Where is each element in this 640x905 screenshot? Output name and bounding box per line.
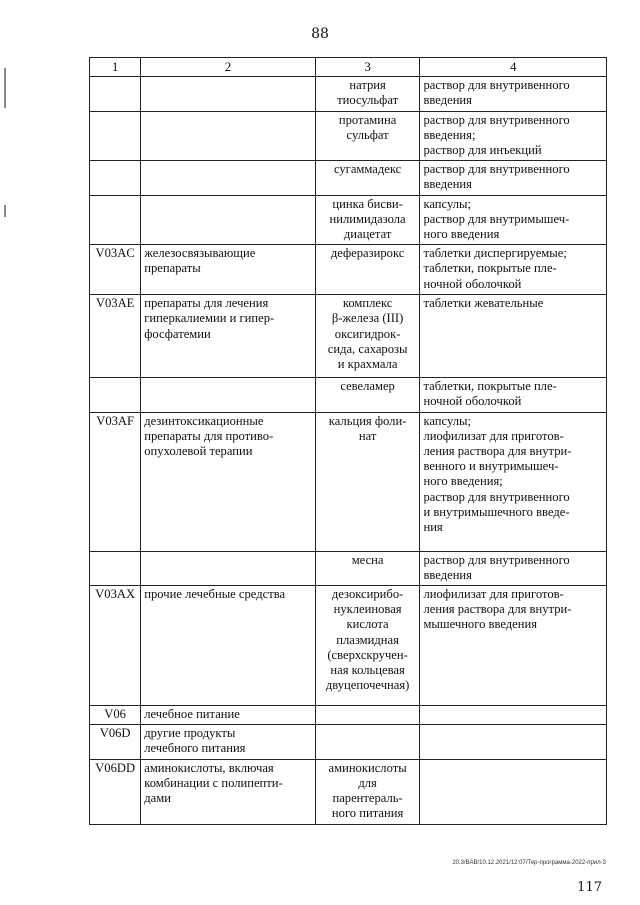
dosage-form-cell xyxy=(420,245,607,295)
drug-name-line: севеламер xyxy=(340,379,395,394)
dosage-form-line: ного введения; xyxy=(423,474,503,489)
footer-document-code: 20.3/ВАВ/10.12.2021/12:07/Тер-программа-2022-прил-3 xyxy=(452,860,606,866)
dosage-form-cell xyxy=(420,725,607,759)
drug-name-cell xyxy=(315,586,420,706)
atc-code-cell: V06D xyxy=(90,725,141,759)
table-row xyxy=(90,295,607,378)
dosage-form-line: раствор для внутривенного xyxy=(423,552,570,567)
drug-name-cell xyxy=(315,706,420,725)
dosage-form-cell xyxy=(420,706,607,725)
dosage-form-line: таблетки жевательные xyxy=(423,296,544,311)
drug-name-line: плазмидная xyxy=(336,632,399,647)
table-row xyxy=(90,586,607,706)
group-name-line: препараты для противо- xyxy=(144,428,274,443)
drug-name-line: протамина xyxy=(338,112,397,127)
dosage-form-cell xyxy=(420,195,607,245)
table-row xyxy=(90,706,607,725)
dosage-form-cell xyxy=(420,295,607,378)
group-name-line: лечебного питания xyxy=(144,741,246,756)
group-name-line: комбинации с полипепти- xyxy=(144,775,283,790)
table-row xyxy=(90,378,607,412)
drug-name-cell xyxy=(315,412,420,551)
drug-name-cell xyxy=(315,759,420,824)
drug-name-line: нилимидазола xyxy=(329,211,406,226)
dosage-form-line: введения xyxy=(423,93,472,108)
drug-name-line: дезоксирибо- xyxy=(331,587,404,602)
drug-name-line: (сверхскручен- xyxy=(327,647,408,662)
drug-name-line: сугаммадекс xyxy=(333,162,402,177)
table-row xyxy=(90,195,607,245)
group-name-line: другие продукты xyxy=(144,726,236,741)
dosage-form-line: ночной оболочкой xyxy=(423,276,522,291)
dosage-form-cell xyxy=(420,161,607,195)
group-name-cell xyxy=(141,295,316,378)
atc-code-cell: V06DD xyxy=(90,759,141,824)
group-name-cell xyxy=(141,378,316,412)
dosage-form-cell xyxy=(420,586,607,706)
group-name-line: лечебное питание xyxy=(144,707,240,722)
group-name-cell xyxy=(141,412,316,551)
table-row xyxy=(90,245,607,295)
dosage-form-line: ночной оболочкой xyxy=(423,394,522,409)
group-name-line: гиперкалиемии и гипер- xyxy=(144,311,275,326)
group-name-cell xyxy=(141,161,316,195)
drug-name-line: тиосульфат xyxy=(337,93,399,108)
drug-name-line: сульфат xyxy=(346,127,389,142)
dosage-form-line: лиофилизат для приготов- xyxy=(423,587,564,602)
table-row xyxy=(90,77,607,111)
drug-name-cell xyxy=(315,725,420,759)
table-row xyxy=(90,111,607,161)
drug-name-line: комплекс xyxy=(342,296,393,311)
drug-name-line: диацетат xyxy=(343,227,392,242)
dosage-form-line: раствор для инъекций xyxy=(423,143,542,158)
dosage-form-line: ного введения xyxy=(423,227,500,242)
column-header-4: 4 xyxy=(420,58,607,77)
group-name-cell xyxy=(141,77,316,111)
dosage-form-line: раствор для внутривенного xyxy=(423,489,570,504)
dosage-form-line: введения; xyxy=(423,127,476,142)
group-name-line: железосвязывающие xyxy=(144,246,256,261)
group-name-cell xyxy=(141,725,316,759)
drug-name-line: кислота xyxy=(346,617,389,632)
drug-name-line: сида, сахарозы xyxy=(327,341,408,356)
atc-code-cell xyxy=(90,77,141,111)
drug-name-line: оксигидрок- xyxy=(334,326,401,341)
scan-edge-mark xyxy=(4,205,6,217)
drug-name-line: и крахмала xyxy=(337,357,398,372)
dosage-form-line: ления раствора для внутри- xyxy=(423,602,572,617)
group-name-cell xyxy=(141,195,316,245)
drug-name-cell xyxy=(315,295,420,378)
drug-name-line: нуклеиновая xyxy=(333,602,402,617)
column-header-1: 1 xyxy=(90,58,141,77)
group-name-cell xyxy=(141,551,316,585)
atc-code-cell xyxy=(90,195,141,245)
table-row xyxy=(90,725,607,759)
drug-name-line: аминокислоты xyxy=(328,760,407,775)
atc-code-cell xyxy=(90,161,141,195)
atc-code-cell: V03AF xyxy=(90,412,141,551)
group-name-cell xyxy=(141,586,316,706)
group-name-line: прочие лечебные средства xyxy=(144,587,286,602)
group-name-line: фосфатемии xyxy=(144,326,211,341)
dosage-form-cell xyxy=(420,77,607,111)
page-number-bottom: 117 xyxy=(577,880,602,895)
dosage-form-cell xyxy=(420,111,607,161)
dosage-form-line: капсулы; xyxy=(423,413,471,428)
dosage-form-line: раствор для внутривенного xyxy=(423,78,570,93)
dosage-form-line: мышечного введения xyxy=(423,617,538,632)
atc-code-cell xyxy=(90,111,141,161)
dosage-form-line: введения xyxy=(423,177,472,192)
dosage-form-line: таблетки диспергируемые; xyxy=(423,246,567,261)
table-header-row xyxy=(90,58,607,77)
group-name-line: препараты xyxy=(144,261,201,276)
dosage-form-line: раствор для внутримышеч- xyxy=(423,211,570,226)
group-name-cell xyxy=(141,759,316,824)
drug-name-line: ная кольцевая xyxy=(330,663,405,678)
drug-name-line: β-железа (III) xyxy=(331,311,404,326)
group-name-line: аминокислоты, включая xyxy=(144,760,274,775)
group-name-line: опухолевой терапии xyxy=(144,444,253,459)
dosage-form-line: таблетки, покрытые пле- xyxy=(423,261,557,276)
dosage-form-line: ния xyxy=(423,520,443,535)
group-name-cell xyxy=(141,111,316,161)
drug-name-line: парентераль- xyxy=(332,791,403,806)
dosage-form-cell xyxy=(420,412,607,551)
drug-name-cell xyxy=(315,111,420,161)
dosage-form-line: таблетки, покрытые пле- xyxy=(423,379,557,394)
dosage-form-line: ления раствора для внутри- xyxy=(423,444,572,459)
dosage-form-line: раствор для внутривенного xyxy=(423,112,570,127)
drug-name-line: нат xyxy=(358,428,377,443)
group-name-line: дами xyxy=(144,791,171,806)
drug-name-line: кальция фоли- xyxy=(328,413,407,428)
drug-name-line: месна xyxy=(351,552,384,567)
drug-name-line: деферазирокс xyxy=(330,246,405,261)
drug-name-cell xyxy=(315,161,420,195)
dosage-form-cell xyxy=(420,551,607,585)
drug-name-line: цинка бисви- xyxy=(332,196,403,211)
drug-name-line: ного питания xyxy=(331,806,404,821)
group-name-line: препараты для лечения xyxy=(144,296,269,311)
dosage-form-cell xyxy=(420,759,607,824)
dosage-form-line: введения xyxy=(423,567,472,582)
group-name-line: дезинтоксикационные xyxy=(144,413,264,428)
column-header-2: 2 xyxy=(141,58,316,77)
drug-name-line: натрия xyxy=(349,78,386,93)
atc-code-cell: V06 xyxy=(90,706,141,725)
drug-name-cell xyxy=(315,551,420,585)
atc-code-cell: V03AX xyxy=(90,586,141,706)
drug-name-cell xyxy=(315,245,420,295)
table-row xyxy=(90,412,607,551)
drug-table xyxy=(89,57,607,825)
table-row xyxy=(90,759,607,824)
dosage-form-line: лиофилизат для приготов- xyxy=(423,428,564,443)
dosage-form-line: венного и внутримышеч- xyxy=(423,459,559,474)
drug-name-cell xyxy=(315,195,420,245)
atc-code-cell xyxy=(90,551,141,585)
group-name-cell xyxy=(141,706,316,725)
atc-code-cell xyxy=(90,378,141,412)
atc-code-cell: V03AC xyxy=(90,245,141,295)
drug-name-line: для xyxy=(358,775,377,790)
drug-name-line: двуцепочечная) xyxy=(325,678,410,693)
page-number-top: 88 xyxy=(311,26,329,42)
dosage-form-line: и внутримышечного введе- xyxy=(423,504,570,519)
drug-name-cell xyxy=(315,378,420,412)
dosage-form-line: раствор для внутривенного xyxy=(423,162,570,177)
dosage-form-line: капсулы; xyxy=(423,196,471,211)
drug-name-cell xyxy=(315,77,420,111)
table-row xyxy=(90,551,607,585)
table-body xyxy=(90,77,607,824)
atc-code-cell: V03AE xyxy=(90,295,141,378)
dosage-form-cell xyxy=(420,378,607,412)
column-header-3: 3 xyxy=(315,58,420,77)
group-name-cell xyxy=(141,245,316,295)
table-row xyxy=(90,161,607,195)
scan-edge-mark xyxy=(4,68,6,108)
